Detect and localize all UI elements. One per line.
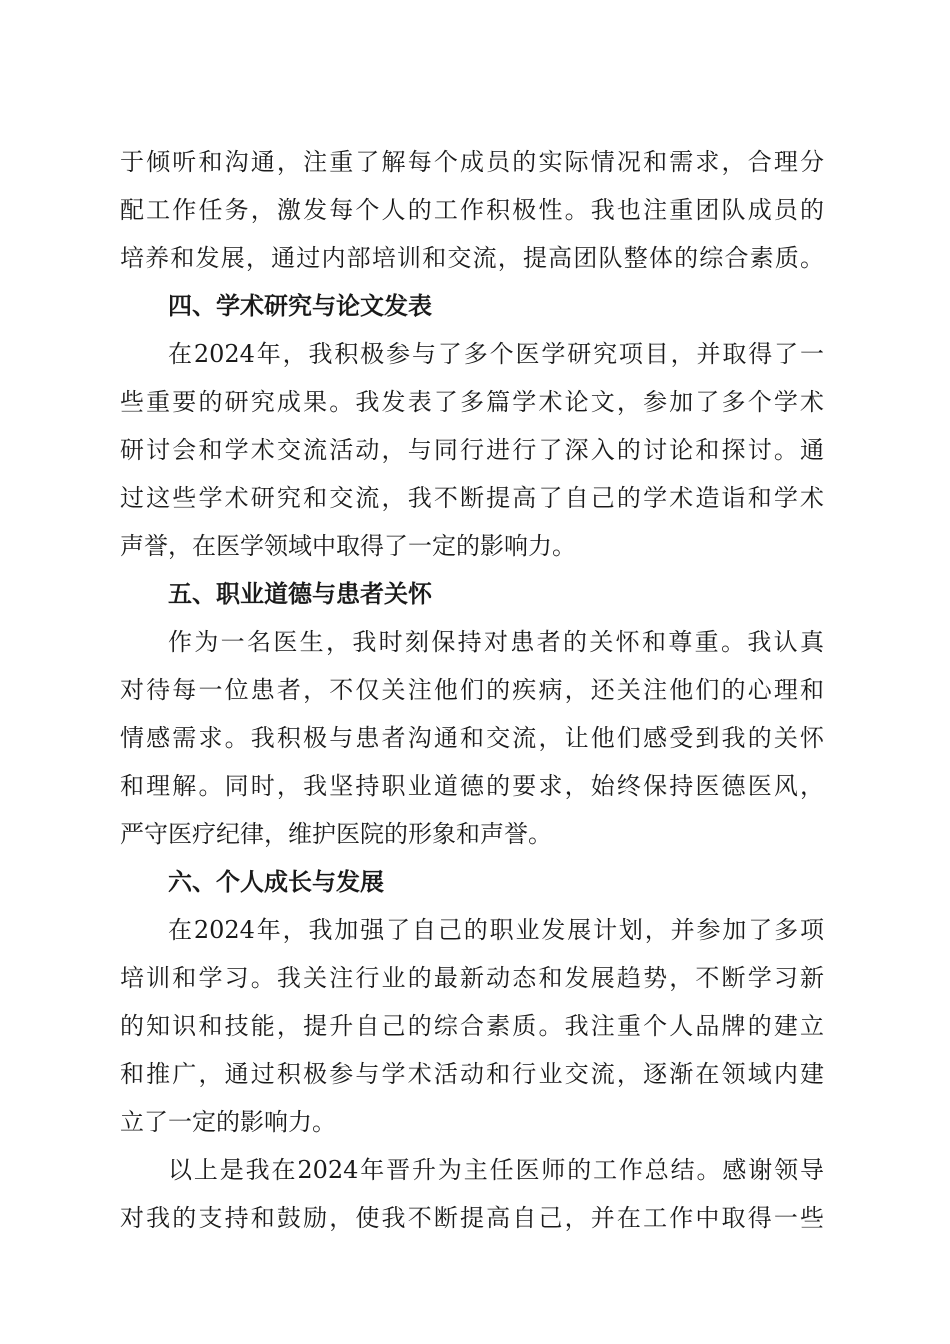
paragraph-line: 在2024年，我积极参与了多个医学研究项目，并取得了一 <box>168 340 824 368</box>
paragraph-line: 声誉，在医学领域中取得了一定的影响力。 <box>120 532 576 560</box>
paragraph-line: 对我的支持和鼓励，使我不断提高自己，并在工作中取得一些 <box>120 1204 824 1232</box>
paragraph-line: 些重要的研究成果。我发表了多篇学术论文，参加了多个学术 <box>120 388 824 416</box>
paragraph-line: 和推广，通过积极参与学术活动和行业交流，逐渐在领域内建 <box>120 1060 824 1088</box>
paragraph-line: 的知识和技能，提升自己的综合素质。我注重个人品牌的建立 <box>120 1012 824 1040</box>
section-heading: 四、学术研究与论文发表 <box>168 292 432 320</box>
section-heading: 五、职业道德与患者关怀 <box>168 580 432 608</box>
section-heading: 六、个人成长与发展 <box>168 868 384 896</box>
paragraph-line: 立了一定的影响力。 <box>120 1108 336 1136</box>
paragraph-line: 严守医疗纪律，维护医院的形象和声誉。 <box>120 820 552 848</box>
paragraph-line: 在2024年，我加强了自己的职业发展计划，并参加了多项 <box>168 916 824 944</box>
paragraph-line: 培养和发展，通过内部培训和交流，提高团队整体的综合素质。 <box>120 244 824 272</box>
paragraph-line: 于倾听和沟通，注重了解每个成员的实际情况和需求，合理分 <box>120 148 824 176</box>
paragraph-line: 和理解。同时，我坚持职业道德的要求，始终保持医德医风， <box>120 772 824 800</box>
paragraph-line: 作为一名医生，我时刻保持对患者的关怀和尊重。我认真 <box>168 628 824 656</box>
paragraph-line: 配工作任务，激发每个人的工作积极性。我也注重团队成员的 <box>120 196 824 224</box>
paragraph-line: 情感需求。我积极与患者沟通和交流，让他们感受到我的关怀 <box>120 724 824 752</box>
paragraph-line: 以上是我在2024年晋升为主任医师的工作总结。感谢领导 <box>168 1156 824 1184</box>
paragraph-line: 过这些学术研究和交流，我不断提高了自己的学术造诣和学术 <box>120 484 824 512</box>
paragraph-line: 对待每一位患者，不仅关注他们的疾病，还关注他们的心理和 <box>120 676 824 704</box>
paragraph-line: 培训和学习。我关注行业的最新动态和发展趋势，不断学习新 <box>120 964 824 992</box>
paragraph-line: 研讨会和学术交流活动，与同行进行了深入的讨论和探讨。通 <box>120 436 824 464</box>
